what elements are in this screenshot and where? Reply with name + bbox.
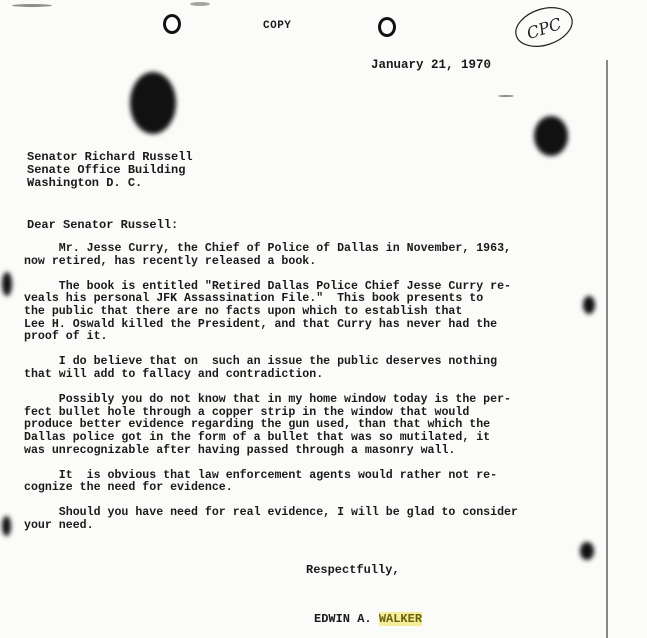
speck: [498, 95, 514, 97]
margin-blot-lower: [2, 516, 11, 536]
copy-label: COPY: [263, 20, 292, 32]
handwritten-stamp: [512, 4, 576, 50]
paragraph-3: I do believe that on such an issue the public deserves nothing that will add to fallacy and contradiction.: [24, 355, 498, 381]
paragraph-6: Should you have need for real evidence, I will be glad to consider your need.: [24, 506, 518, 533]
paragraph-5: It is obvious that law enforcement agents would rather not re- cognize the need for evidence.: [24, 468, 498, 495]
paragraph-4: Possibly you do not know that in my home window today is the per- fect bullet hole through a copper strip in the window that would produce better evidence regarding the gun used, than that which the Dallas police got in the form of a bullet that was so mutilated, it was unrecognizable after having passed through a masonry wall.: [24, 393, 512, 457]
signature-last-name: WALKER: [378, 612, 423, 626]
redaction-blot-left: [130, 72, 176, 134]
recipient-address: [27, 151, 193, 190]
margin-blot: [2, 272, 12, 296]
salutation: Dear Senator Russell:: [27, 218, 179, 232]
address-line-city: Washington D. C.: [27, 176, 143, 190]
closing: Respectfully,: [306, 563, 400, 577]
punch-hole-right: [378, 17, 396, 37]
signature-first-name: EDWIN A.: [314, 612, 379, 626]
paragraph-2: The book is entitled "Retired Dallas Police Chief Jesse Curry re- veals his personal JFK Assassination File." This book presents to the public that there are no facts upon which to establish that Lee H. Oswald killed the President, and that Curry has never had the proof of it.: [24, 279, 512, 344]
punch-hole-left: [163, 14, 181, 34]
signature-block: [314, 612, 422, 626]
address-line-name: Senator Richard Russell: [27, 150, 193, 164]
redaction-blot-right: [534, 116, 568, 156]
letter-date: January 21, 1970: [371, 58, 492, 72]
speck: [190, 2, 210, 6]
speck: [12, 4, 52, 7]
letter-body: [24, 243, 594, 545]
page-edge-line: [606, 60, 608, 638]
paragraph-1: Mr. Jesse Curry, the Chief of Police of Dallas in November, 1963, now retired, has recently released a book.: [24, 242, 512, 268]
stamp-text: CPC: [524, 14, 564, 44]
address-line-building: Senate Office Building: [27, 163, 186, 177]
